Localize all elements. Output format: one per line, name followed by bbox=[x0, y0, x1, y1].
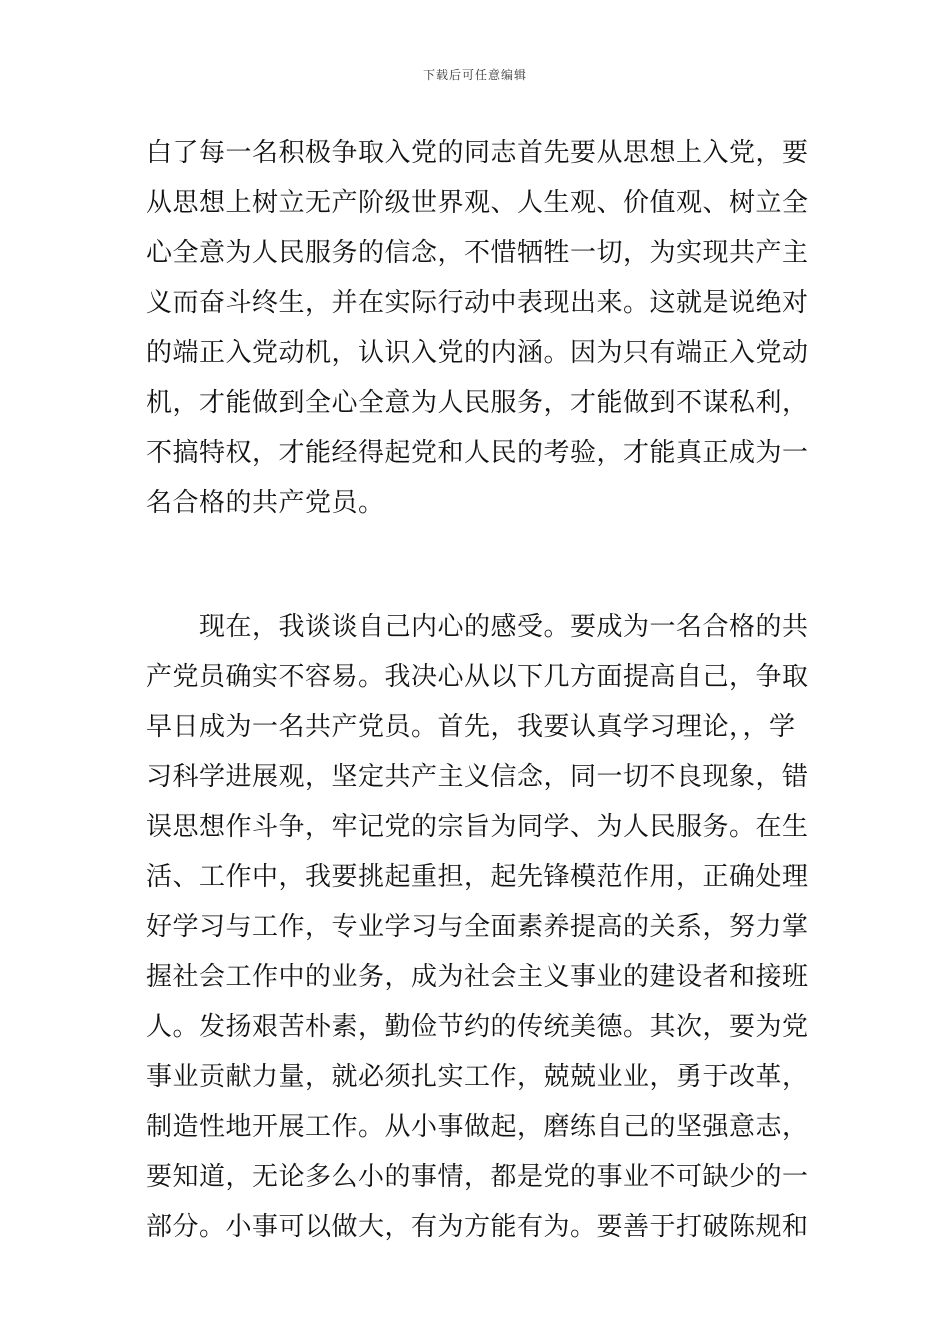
text-line: 的端正入党动机，认识入党的内涵。因为只有端正入党动 bbox=[146, 338, 809, 368]
document-body bbox=[146, 128, 809, 1252]
text-line: 现在，我谈谈自己内心的感受。要成为一名合格的共 bbox=[146, 612, 809, 642]
header-note: 下载后可任意编辑 bbox=[422, 68, 527, 82]
text-line: 要知道，无论多么小的事情，都是党的事业不可缺少的一 bbox=[146, 1162, 809, 1192]
text-line: 握社会工作中的业务，成为社会主义事业的建设者和接班 bbox=[146, 962, 809, 992]
text-line: 早日成为一名共产党员。首先，我要认真学习理论，，学 bbox=[146, 712, 796, 742]
text-line: 不搞特权，才能经得起党和人民的考验，才能真正成为一 bbox=[146, 438, 809, 468]
text-line: 事业贡献力量，就必须扎实工作，兢兢业业，勇于改革， bbox=[146, 1062, 809, 1092]
text-line: 部分。小事可以做大，有为方能有为。要善于打破陈规和 bbox=[146, 1212, 809, 1242]
paragraph-spacer bbox=[146, 528, 806, 602]
text-line: 机，才能做到全心全意为人民服务，才能做到不谋私利， bbox=[146, 388, 809, 418]
text-line: 心全意为人民服务的信念，不惜牺牲一切，为实现共产主 bbox=[146, 238, 809, 268]
paragraph-2 bbox=[146, 602, 809, 1252]
text-line: 误思想作斗争，牢记党的宗旨为同学、为人民服务。在生 bbox=[146, 812, 809, 842]
text-line: 从思想上树立无产阶级世界观、人生观、价值观、树立全 bbox=[146, 188, 809, 218]
text-line: 白了每一名积极争取入党的同志首先要从思想上入党，要 bbox=[146, 138, 809, 168]
text-line: 义而奋斗终生，并在实际行动中表现出来。这就是说绝对 bbox=[146, 288, 809, 318]
text-line: 好学习与工作，专业学习与全面素养提高的关系，努力掌 bbox=[146, 912, 809, 942]
text-line: 产党员确实不容易。我决心从以下几方面提高自己，争取 bbox=[146, 662, 809, 692]
text-line: 人。发扬艰苦朴素，勤俭节约的传统美德。其次，要为党 bbox=[146, 1012, 809, 1042]
text-line: 名合格的共产党员。 bbox=[146, 488, 385, 518]
text-line: 活、工作中，我要挑起重担，起先锋模范作用，正确处理 bbox=[146, 862, 809, 892]
paragraph-1 bbox=[146, 128, 809, 528]
text-line: 习科学进展观，坚定共产主义信念，同一切不良现象，错 bbox=[146, 762, 809, 792]
text-line: 制造性地开展工作。从小事做起，磨练自己的坚强意志， bbox=[146, 1112, 809, 1142]
